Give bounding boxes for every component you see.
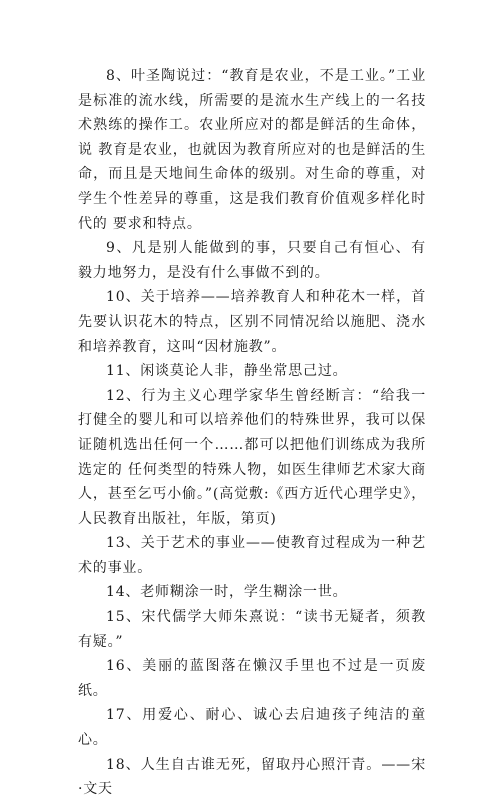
paragraph-9: 9、凡是别人能做到的事，只要自己有恒心、有毅力地努力，是没有什么事做不到的。 <box>78 240 426 281</box>
paragraph-14: 14、老师糊涂一时，学生糊涂一世。 <box>106 584 348 601</box>
paragraph-8: 8、叶圣陶说过：“教育是农业，不是工业。”工业是标准的流水线，所需要的是流水生产线上的一名技术熟练的操作工。农业所应对的都是鲜活的生命体，说 教育是农业，也就因为教育所应对的也是鲜活的生命，而且是天地间生命体的级别。对生命的尊重，对学生个性差异的尊重，这是我们教育价值观多样化时代的 要求和特点。 <box>78 68 426 232</box>
paragraph-18: 18、人生自古谁无死，留取丹心照汗青。——宋·文天 <box>78 756 426 798</box>
paragraph-16: 16、美丽的蓝图落在懒汉手里也不过是一页废纸。 <box>78 658 426 699</box>
paragraph-13: 13、关于艺术的事业——使教育过程成为一种艺术的事业。 <box>78 535 426 576</box>
paragraph-10: 10、关于培养——培养教育人和种花木一样，首先要认识花木的特点，区别不同情况给以施肥、浇水和培养教育，这叫“因材施教”。 <box>78 289 426 355</box>
paragraph-17: 17、用爱心、耐心、诚心去启迪孩子纯洁的童心。 <box>78 707 426 749</box>
paragraph-12: 12、行为主义心理学家华生曾经断言：“给我一打健全的婴儿和可以培养他们的特殊世界，我可以保证随机选出任何一个……都可以把他们训练成为我所选定的 任何类型的特殊人物，如医生律师艺术家大商人，甚至乞丐小偷。”(高觉敷:《西方近代心理学史》，人民教育出版社，年版，第页) <box>78 387 426 527</box>
paragraph-15: 15、宋代儒学大师朱熹说：“读书无疑者，须教有疑。” <box>78 609 426 650</box>
paragraph-11: 11、闲谈莫论人非，静坐常思己过。 <box>106 363 348 380</box>
document-body <box>78 64 426 802</box>
